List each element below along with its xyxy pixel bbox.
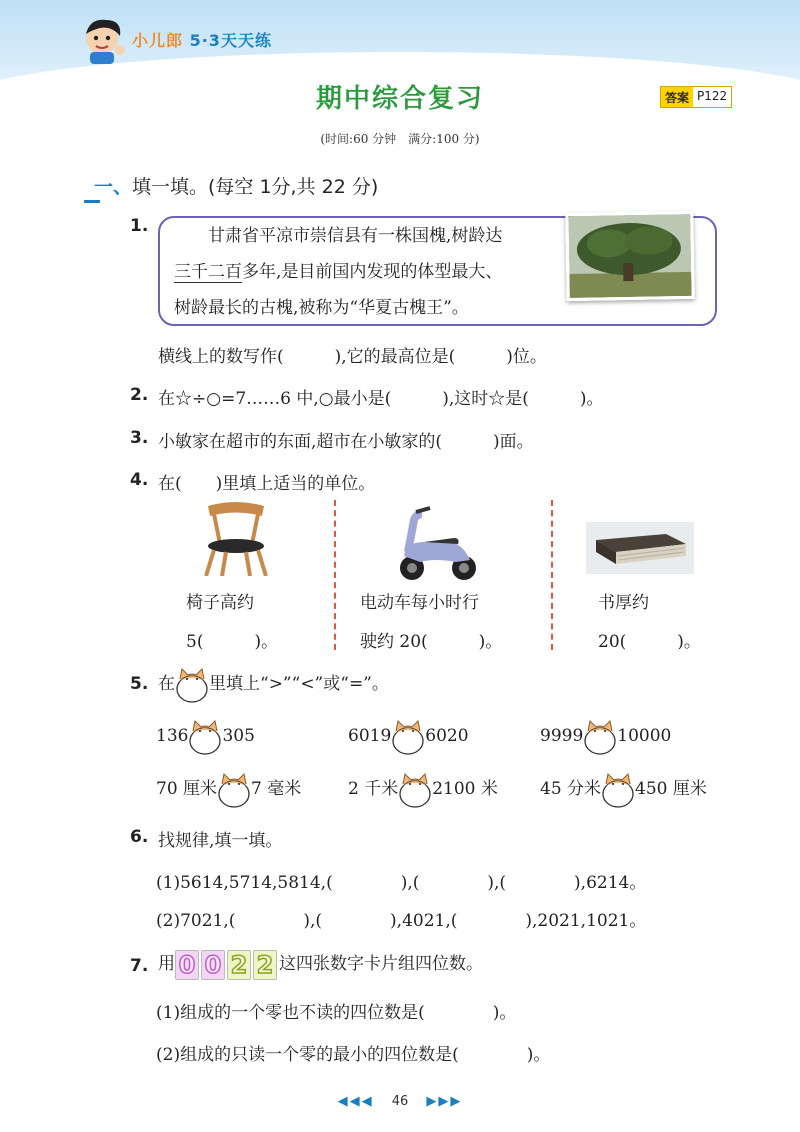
comparison-blank-icon[interactable] bbox=[188, 719, 222, 755]
compare-right: 2100 米 bbox=[432, 779, 498, 799]
question-2-text: 在☆÷○=7……6 中,○最小是( ),这时☆是( )。 bbox=[158, 389, 604, 409]
question-5-text bbox=[158, 666, 389, 703]
brand-series: 5·3天天练 bbox=[189, 31, 272, 50]
comparison-blank-icon[interactable] bbox=[601, 772, 635, 808]
divider-2 bbox=[551, 500, 553, 650]
question-3-text: 小敏家在超市的东面,超市在小敏家的( )面。 bbox=[158, 432, 534, 452]
exam-meta: (时间:60 分钟 满分:100 分) bbox=[320, 132, 480, 146]
chair-caption-2: 5( )。 bbox=[186, 632, 279, 652]
divider-1 bbox=[334, 500, 336, 650]
question-5-post: 里填上“>”“<”或“=”。 bbox=[209, 674, 389, 694]
compare-right: 7 毫米 bbox=[251, 779, 302, 799]
digit-card-0: 0 bbox=[175, 950, 199, 980]
prev-arrows-icon: ◀◀◀ bbox=[337, 1094, 374, 1109]
book-image bbox=[586, 522, 694, 574]
brand-name: 小儿郎 bbox=[132, 31, 184, 50]
section-underline bbox=[84, 200, 100, 203]
passage-line-2-text: 多年,是目前国内发现的体型最大、 bbox=[242, 262, 503, 282]
question-7-sub-2: (2)组成的只读一个零的最小的四位数是( )。 bbox=[156, 1045, 551, 1065]
digit-card-2: 2 bbox=[227, 950, 251, 980]
question-7-pre: 用 bbox=[158, 954, 175, 974]
answer-page: P122 bbox=[693, 87, 731, 107]
digit-card-2: 2 bbox=[253, 950, 277, 980]
question-7-text bbox=[158, 948, 483, 980]
compare-2-1 bbox=[156, 771, 301, 808]
question-4-number: 4. bbox=[130, 470, 149, 490]
page-title: 期中综合复习 bbox=[315, 84, 484, 114]
book-caption-1: 书厚约 bbox=[598, 593, 649, 613]
comparison-blank-icon[interactable] bbox=[391, 719, 425, 755]
question-7-number: 7. bbox=[130, 956, 149, 976]
comparison-blank-icon[interactable] bbox=[583, 719, 617, 755]
comparison-blank-icon[interactable] bbox=[398, 772, 432, 808]
compare-2-3 bbox=[540, 771, 707, 808]
compare-left: 9999 bbox=[540, 726, 584, 746]
passage-line-2 bbox=[174, 254, 574, 290]
answer-label: 答案 bbox=[661, 87, 693, 107]
chair-caption-1: 椅子高约 bbox=[186, 593, 254, 613]
comparison-blank-icon[interactable] bbox=[217, 772, 251, 808]
question-3-number: 3. bbox=[130, 428, 149, 448]
question-1-prompt: 横线上的数写作( ),它的最高位是( )位。 bbox=[158, 347, 547, 367]
section-text: 填一填。(每空 1分,共 22 分) bbox=[132, 176, 379, 198]
chair-image bbox=[200, 500, 272, 576]
question-2-number: 2. bbox=[130, 385, 149, 405]
compare-left: 2 千米 bbox=[348, 779, 399, 799]
page-number: 46 bbox=[391, 1094, 409, 1109]
compare-left: 136 bbox=[156, 726, 189, 746]
compare-1-3 bbox=[540, 718, 671, 755]
question-7-post: 这四张数字卡片组四位数。 bbox=[279, 954, 483, 974]
question-5-pre: 在 bbox=[158, 674, 175, 694]
passage-line-3: 树龄最长的古槐,被称为“华夏古槐王”。 bbox=[174, 298, 469, 318]
passage-line-1: 甘肃省平凉市崇信县有一株国槐,树龄达 bbox=[208, 226, 503, 246]
question-6-sequence-2: (2)7021,( ),( ),4021,( ),2021,1021。 bbox=[156, 911, 647, 931]
question-4-text: 在( )里填上适当的单位。 bbox=[158, 474, 376, 494]
scooter-caption-1: 电动车每小时行 bbox=[360, 593, 479, 613]
question-6-text: 找规律,填一填。 bbox=[158, 831, 283, 851]
question-1-number: 1. bbox=[130, 216, 149, 236]
question-7-sub-1: (1)组成的一个零也不读的四位数是( )。 bbox=[156, 1003, 517, 1023]
section-heading bbox=[94, 172, 378, 199]
section-number: 一、 bbox=[94, 176, 133, 198]
compare-left: 45 分米 bbox=[540, 779, 602, 799]
compare-left: 6019 bbox=[348, 726, 392, 746]
compare-right: 305 bbox=[222, 726, 255, 746]
compare-2-2 bbox=[348, 771, 498, 808]
underlined-number: 三千二百 bbox=[174, 262, 242, 282]
ancient-tree-photo bbox=[565, 211, 695, 301]
compare-right: 10000 bbox=[617, 726, 672, 746]
question-1-passage bbox=[174, 218, 574, 326]
compare-1-1 bbox=[156, 718, 255, 755]
book-caption-2: 20( )。 bbox=[598, 632, 701, 652]
question-6-number: 6. bbox=[130, 827, 149, 847]
answer-reference bbox=[660, 86, 732, 108]
compare-1-2 bbox=[348, 718, 469, 755]
mascot-icon bbox=[78, 16, 130, 64]
comparison-cat-icon bbox=[175, 667, 209, 703]
digit-card-0: 0 bbox=[201, 950, 225, 980]
compare-right: 450 厘米 bbox=[635, 779, 707, 799]
next-arrows-icon: ▶▶▶ bbox=[426, 1094, 463, 1109]
question-6-sequence-1: (1)5614,5714,5814,( ),( ),( ),6214。 bbox=[156, 873, 647, 893]
scooter-image bbox=[394, 502, 480, 584]
brand-logo bbox=[132, 28, 272, 51]
compare-right: 6020 bbox=[425, 726, 469, 746]
question-5-number: 5. bbox=[130, 674, 149, 694]
compare-left: 70 厘米 bbox=[156, 779, 218, 799]
scooter-caption-2: 驶约 20( )。 bbox=[360, 632, 503, 652]
page-footer bbox=[0, 1094, 800, 1109]
